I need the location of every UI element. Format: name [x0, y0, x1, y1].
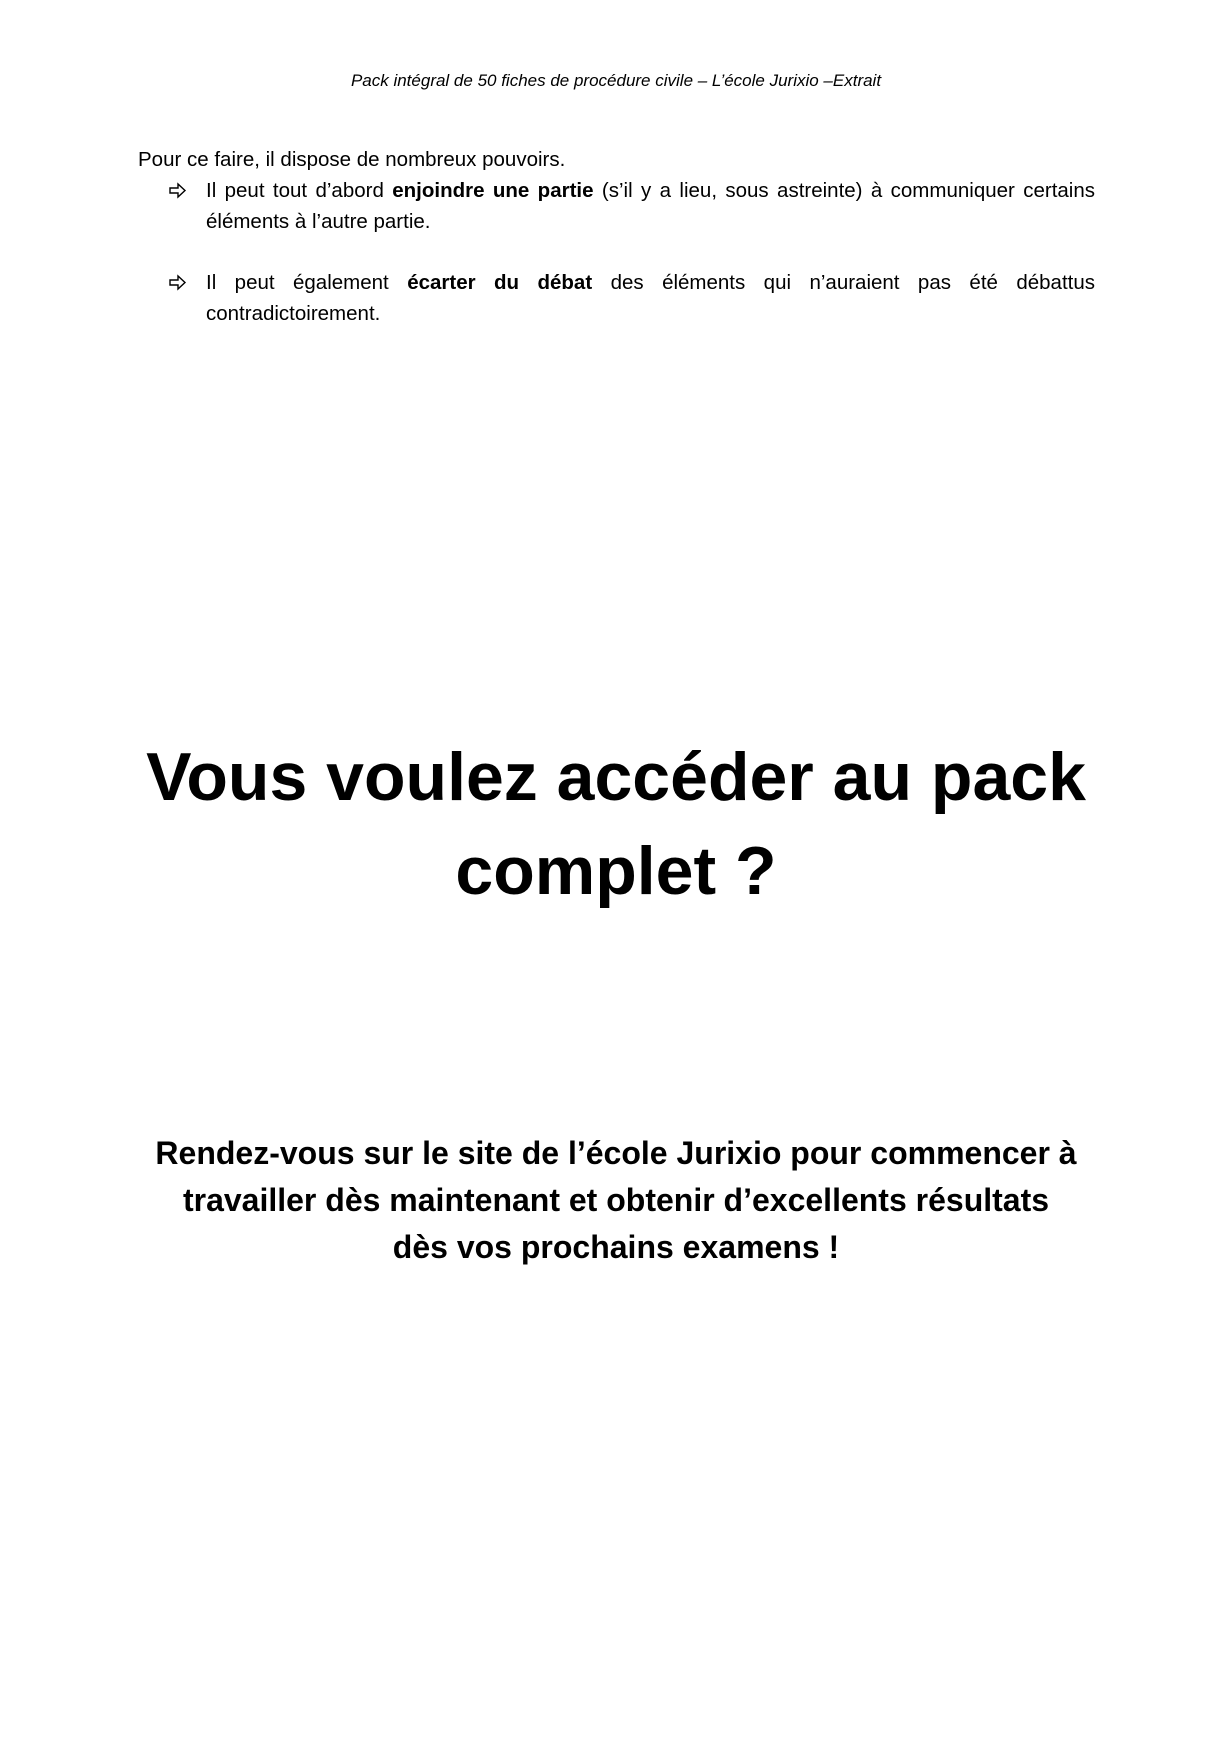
list-item	[168, 267, 1095, 329]
cta-line-2: travailler dès maintenant et obtenir d’excellents résultats	[182, 1182, 1050, 1218]
list-item-text-end: des éléments qui n’auraient pas été débattus contradictoirement.	[206, 271, 1095, 325]
list-item-text	[206, 267, 1095, 329]
list-item-text-start: Il peut également	[206, 271, 408, 294]
promo-title-line-1: Vous voulez accéder au pack	[146, 739, 1086, 815]
intro-paragraph: Pour ce faire, il dispose de nombreux pouvoirs.	[138, 148, 566, 171]
page-header: Pack intégral de 50 fiches de procédure civile – L’école Jurixio –Extrait	[350, 71, 882, 90]
promo-title-line-2: complet ?	[455, 833, 777, 909]
list-item-text-end: (s’il y a lieu, sous astreinte) à communiquer certains éléments à l’autre partie.	[206, 179, 1096, 233]
list-item-text-start: Il peut tout d’abord	[206, 179, 393, 202]
list-item-emphasis: écarter du débat	[407, 271, 593, 294]
arrow-right-icon	[168, 267, 188, 298]
promo-call-to-action	[0, 1130, 1232, 1271]
cta-line-3: dès vos prochains examens !	[392, 1229, 840, 1265]
list-item-text	[206, 175, 1095, 237]
cta-line-1: Rendez-vous sur le site de l’école Jurixio pour commencer à	[155, 1135, 1077, 1171]
promo-title	[0, 730, 1232, 918]
list-item	[168, 175, 1095, 237]
arrow-right-icon	[168, 175, 188, 206]
list-item-emphasis: enjoindre une partie	[392, 179, 594, 202]
